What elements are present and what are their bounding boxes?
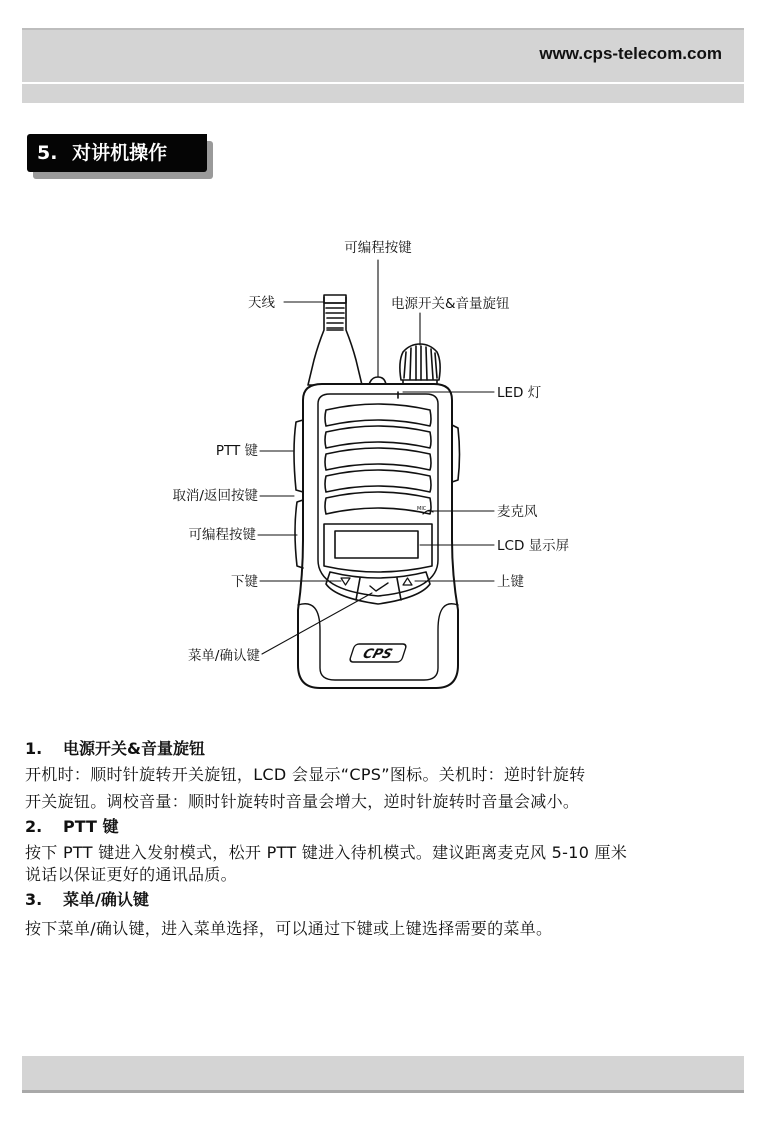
section-number: 5. bbox=[37, 142, 58, 164]
label-antenna: 天线 bbox=[248, 295, 275, 311]
item-text-1b: 开关旋钮。调校音量：顺时针旋转时音量会增大，逆时针旋转时音量会减小。 bbox=[25, 792, 580, 811]
label-programmable-side: 可编程按键 bbox=[188, 527, 256, 543]
item-text-2b: 说话以保证更好的通讯品质。 bbox=[25, 865, 237, 884]
section-title: 对讲机操作 bbox=[72, 142, 168, 164]
label-mic: 麦克风 bbox=[497, 504, 538, 520]
antenna-drawing bbox=[308, 295, 362, 385]
label-led: LED 灯 bbox=[497, 385, 542, 401]
radio-body-drawing bbox=[294, 384, 460, 688]
label-power-volume: 电源开关&音量旋钮 bbox=[391, 296, 510, 312]
label-menu-confirm: 菜单/确认键 bbox=[187, 648, 260, 664]
item-heading-2: 2. PTT 键 bbox=[25, 817, 119, 836]
logo-text: CPS bbox=[360, 647, 395, 662]
cps-logo bbox=[349, 644, 407, 662]
item-heading-1: 1. 电源开关&音量旋钮 bbox=[25, 739, 205, 758]
label-ptt: PTT 键 bbox=[215, 443, 258, 459]
mic-mark: MIC bbox=[417, 506, 427, 512]
label-cancel-back: 取消/返回按键 bbox=[172, 488, 258, 504]
footer-band bbox=[22, 1056, 744, 1093]
website-url: www.cps-telecom.com bbox=[539, 44, 722, 63]
label-down-key: 下键 bbox=[231, 574, 258, 590]
content-section bbox=[25, 737, 745, 942]
item-text-1a: 开机时：顺时针旋转开关旋钮，LCD 会显示“CPS”图标。关机时：逆时针旋转 bbox=[25, 765, 586, 784]
item-heading-3: 3. 菜单/确认键 bbox=[25, 890, 149, 909]
label-up-key: 上键 bbox=[497, 574, 524, 590]
label-programmable-top: 可编程按键 bbox=[344, 240, 412, 256]
knob-drawing bbox=[400, 344, 440, 388]
item-text-2a: 按下 PTT 键进入发射模式，松开 PTT 键进入待机模式。建议距离麦克风 5-10 厘米 bbox=[25, 843, 628, 862]
label-lcd: LCD 显示屏 bbox=[497, 538, 570, 554]
item-text-3a: 按下菜单/确认键，进入菜单选择，可以通过下键或上键选择需要的菜单。 bbox=[25, 919, 553, 938]
